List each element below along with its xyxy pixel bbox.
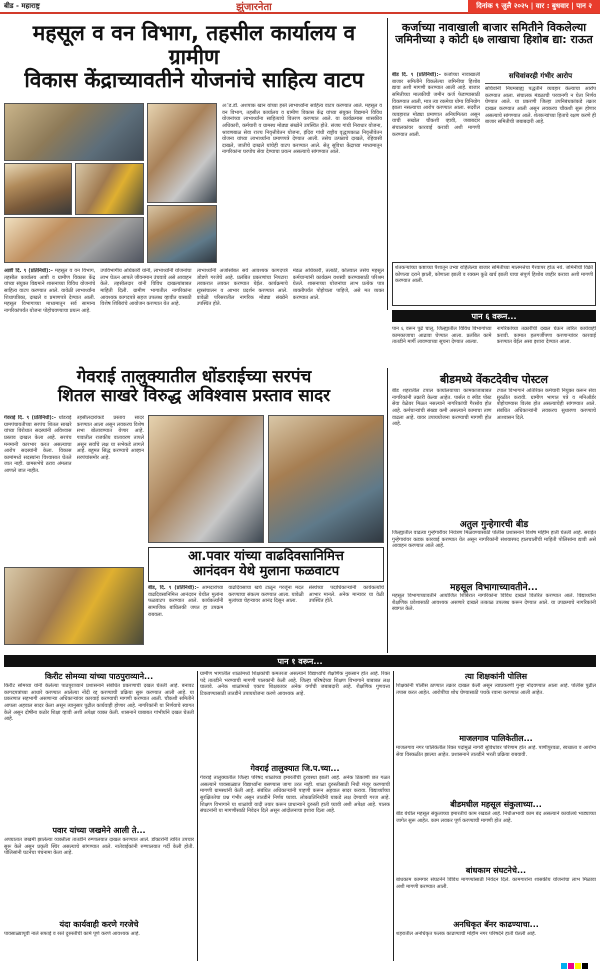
story5-headline-line2: आनंदवन येथे मुलाना फळवाटप: [192, 563, 340, 579]
story6-headline: अतुल गुन्हेगारची बीड: [459, 520, 529, 530]
story5-headline: [148, 547, 384, 582]
story2-headline: कर्जाच्या नावाखाली बाजार समितीने विकलेल्या जमिनीच्या ३ कोटी ६७ लाखाचा हिशोब द्या: राऊत: [395, 21, 593, 47]
story1-photo-4: [4, 217, 144, 263]
cmyk-marks: [560, 962, 588, 970]
story5-col-2: वाढदिवसाचा खर्च टाळून गरजूंना मदत करण्याचा संकल्प करण्यात आला. यावेळी मुलांच्या चेहऱ्यावर आनंद दिसून आला.: [228, 585, 304, 605]
bottom-col-1c: पावसाळ्यापूर्वी नाले सफाई व रस्ते दुरुस्तीची कामे पूर्ण करणे आवश्यक आहे.: [4, 931, 141, 937]
story1-photo-5: [147, 103, 217, 203]
story1-headline: [4, 22, 384, 93]
story2-box-text: शेतकऱ्यांच्या कष्टाच्या पैशातून उभ्या राहिलेल्या बाजार समितीच्या मालमत्तेचा गैरवापर होऊ नये. जमिनीची विक्री कोणत्या दराने झाली, कोणाला झाली व रक्कम कुठे खर्च झाली याचा संपूर्ण हिशोब जाहीर करावा अशी मागणी करण्यात आली.: [395, 265, 593, 285]
story1-dateline: आष्टी दि. ९ (प्रतिनिधी):–: [4, 268, 53, 274]
story4-body: [4, 415, 144, 565]
jump1-col-2: नागरिकांच्या तक्रारींची दखल घेऊन त्वरित कार्यवाही करावी. कामात हलगर्जीपणा करणाऱ्यांवर कारवाई करण्यात येईल असा इशारा देण्यात आला.: [496, 326, 596, 346]
jump2-band: पान १ वरून...: [4, 655, 596, 667]
jump1-col-1: पान ६ वरून पुढे चालू. जिल्ह्यातील विविध विभागांच्या कामकाजाचा आढावा घेण्यात आला. प्रलंबित कामे तातडीने मार्गी लावण्याच्या सूचना देण्यात आल्या.: [392, 326, 492, 346]
cyan-swatch: [561, 963, 567, 969]
bottom-col-3d: बांधकाम कामगार संघटनेने विविध मागण्यांसाठी निवेदन दिले. कामगारांना शासकीय योजनांचा लाभ मिळावा अशी मागणी करण्यात आली.: [396, 877, 596, 890]
story1-body: [4, 268, 384, 363]
bottom-h1: किरीट सोमय्या यांच्या पाठपुराव्याने...: [44, 672, 154, 681]
mid-divider: [387, 368, 388, 653]
magenta-swatch: [568, 963, 574, 969]
story3-col-1: बीड शहरातील टपाल कार्यालयाच्या कामकाजाबाबत नागरिकांनी तक्रारी केल्या आहेत. पार्सल व स्पीड पोस्ट सेवा वेळेवर मिळत नसल्याने नागरिकांची गैरसोय होत आहे. कर्मचाऱ्यांची संख्या कमी असल्याने कामाचा ताण वाढला आहे. यावर उपाययोजना करण्याची मागणी होत आहे.: [392, 388, 492, 428]
bottom-divider-2: [393, 671, 394, 961]
bottom-col-1b: अपघातात जखमी झालेल्या व्यक्तीला तातडीने रुग्णालयात दाखल करण्यात आले. डॉक्टरांनी त्वरित उपचार सुरू केले असून प्रकृती स्थिर असल्याचे सांगण्यात आले. नातेवाईकांनी रुग्णालयात गर्दी केली होती. पोलिसांनी घटनेचा पंचनामा केला आहे.: [4, 837, 194, 857]
bottom-col-2b: गेवराई तालुक्यातील जिल्हा परिषद शाळांच्या इमारतींची दुरवस्था झाली आहे. अनेक ठिकाणी छत गळत असल्याने पावसाळ्यात विद्यार्थ्यांना बसण्यास जागा उरत नाही. शाळा दुरुस्तीसाठी निधी मंजूर करण्याची मागणी ग्रामस्थांनी केली आहे. संबंधित अधिकाऱ्यांनी पाहणी करून अहवाल सादर करावा. विद्यार्थ्यांच्या सुरक्षिततेचा प्रश्न गंभीर असून तातडीने निर्णय घ्यावा. लोकप्रतिनिधींनी याकडे लक्ष देण्याची गरज आहे. शिक्षण विभागाने या शाळांची यादी तयार करून प्राधान्याने दुरुस्ती हाती घ्यावी अशी अपेक्षा आहे. पालक संघटनांनी या मागणीसाठी निवेदन दिले असून आंदोलनाचा इशारा दिला आहे.: [200, 775, 390, 815]
story5-dateline: बीड, दि. ९ (प्रतिनिधी):–: [148, 585, 199, 591]
bottom-h2: पवार यांच्या जखमेने आली ते...: [52, 826, 146, 835]
bottom-h7: बांधकाम संघटनेचे...: [465, 866, 527, 875]
story2-box: [392, 262, 596, 306]
story3-headline: बीडमध्ये वेंकटदेवीच पोस्टल: [439, 373, 549, 386]
story1-col-2: उपविभागीय अधिकारी यांनी, लाभार्थ्यांनी योजनांचा लाभ घेऊन आपले जीवनमान उंचवावे असे आवाहन केले. तहसीलदार यांनी विविध दाखल्यांबाबत माहिती दिली. ग्रामीण भागातील नागरिकांना आवश्यक कागदपत्रे सहज उपलब्ध व्हावीत यासाठी विशेष शिबिरांचे आयोजन करण्यात येत आहे.: [100, 268, 192, 308]
story2-body: [392, 72, 596, 262]
bottom-col-2: ग्रामीण भागातील शाळांमध्ये शिक्षकांची कमतरता असल्याने विद्यार्थ्यांचे शैक्षणिक नुकसान होत आहे. रिक्त पदे तातडीने भरण्याची मागणी पालकांनी केली आहे. जिल्हा परिषदेच्या शिक्षण विभागाने याबाबत लक्ष घालावे. अनेक शाळांमध्ये एकाच शिक्षकावर अनेक वर्गांची जबाबदारी आहे. शैक्षणिक गुणवत्ता टिकवण्यासाठी तातडीने उपाययोजना करणे आवश्यक आहे.: [200, 671, 390, 697]
story1-headline-line2: विकास केंद्राच्यावतीने योजनांचे साहित्य वाटप: [24, 68, 364, 93]
story1-intro-text: अॅड.डॉ. अशपाक खान यांच्या हस्ते लाभार्थ्यांना साहित्य वाटप करण्यात आले. महसूल व वन विभाग, तहसील कार्यालय व ग्रामीण विकास केंद्र यांच्या संयुक्त विद्यमाने विविध योजनांच्या लाभार्थ्यांना साहित्याचे वितरण करण्यात आले. या कार्यक्रमास शासकीय अधिकारी, कर्मचारी व ग्रामस्थ मोठ्या संख्येने उपस्थित होते. संजय गांधी निराधार योजना, श्रावणबाळ सेवा राज्य निवृत्तीवेतन योजना, इंदिरा गांधी राष्ट्रीय वृद्धापकाळ निवृत्तीवेतन योजना यांच्या लाभार्थ्यांना प्रमाणपत्रे देण्यात आली. तसेच उत्पन्नाचे दाखले, रहिवासी दाखले, जातीचे दाखले यांचेही वाटप करण्यात आले. सेतू सुविधा केंद्राच्या माध्यमातून नागरिकांना घरपोच सेवा देण्याचा प्रयत्न असल्याचे सांगण्यात आले.: [222, 103, 382, 156]
jump1-band: पान ६ वरून...: [392, 310, 596, 322]
story4-photo-1: [148, 415, 264, 543]
bottom-col-3c: बीड येथील महसूल संकुलाच्या इमारतीचे काम रखडले आहे. निधीअभावी काम बंद असल्याने कार्यालये भाड्याच्या जागेत सुरू आहेत. काम लवकर पूर्ण करण्याची मागणी होत आहे.: [396, 811, 596, 824]
jump1-body: [392, 326, 596, 371]
story5-body: [148, 585, 384, 651]
story5-col-1: बीड, दि. ९ (प्रतिनिधी):– आमदारांच्या वाढदिवसानिमित्त आनंदवन येथील मुलांना फळवाटप करण्यात आले. कार्यकर्त्यांनी सामाजिक बांधिलकी जपत हा उपक्रम राबवला.: [148, 585, 224, 618]
col-divider: [387, 18, 388, 310]
story4-col-2: तहसीलदारांकडे प्रस्ताव सादर करण्यात आला असून लवकरच विशेष सभा बोलावण्यात येणार आहे. गावातील राजकीय वातावरण तापले असून सर्वांचे लक्ष या सभेकडे लागले आहे. बहुमत सिद्ध करण्याचे आव्हान सरपंचांसमोर आहे.: [76, 415, 144, 461]
story2-col-1: बीड दि. ९ (प्रतिनिधी):– कर्जाच्या नावाखाली बाजार समितीने विकलेल्या जमिनीचा हिशोब द्यावा अशी मागणी करण्यात आली आहे. बाजार समितीच्या मालकीची जमीन कर्ज फेडण्यासाठी विकण्यात आली, मात्र त्या रकमेचा योग्य विनियोग झाला नसल्याचा आरोप करण्यात आला. सदरील व्यवहारात मोठ्या प्रमाणात अनियमितता असून याची सखोल चौकशी व्हावी, जबाबदार संचालकांवर कारवाई करावी अशी मागणी करण्यात आली.: [392, 72, 480, 138]
date-badge: दिनांक ९ जुलै २०२५ | वार : बुधवार | पान २: [468, 0, 600, 13]
story5-col-3: संस्थेच्या पदाधिकाऱ्यांनी कार्यकर्त्यांचे आभार मानले. अनेक मान्यवर या वेळी उपस्थित होते.: [308, 585, 384, 605]
story4-col-1: गेवराई दि. ९ (प्रतिनिधी):– धोंडराई ग्रामपंचायतीच्या सरपंच शितल साखरे यांच्या विरोधात सदस्यांनी अविश्वास प्रस्ताव दाखल केला आहे. सरपंच मनमानी कारभार करत असल्याचा आरोप सदस्यांनी केला. विकास कामांमध्ये सदस्यांना विश्वासात घेतले जात नाही. ग्रामसभेचे ठराव अंमलात आणले जात नाहीत.: [4, 415, 72, 475]
bottom-divider-1: [197, 671, 198, 961]
story4-photo-2: [268, 415, 384, 543]
story6-body: जिल्ह्यातील वाढत्या गुन्हेगारीवर नियंत्रण मिळवण्यासाठी पोलीस प्रशासनाने विशेष मोहीम हाती घेतली आहे. सराईत गुन्हेगारांवर कडक कारवाई करण्यात येत असून नागरिकांनी संशयास्पद हालचालींची माहिती पोलिसांना द्यावी असे आवाहन करण्यात आले आहे.: [392, 530, 596, 550]
bottom-h5: माजलगाव पालिकेतील...: [459, 734, 533, 743]
story2-subhead: सचिवांवरही गंभीर आरोप: [485, 72, 596, 84]
story2-col-2: सचिवांनी नियमबाह्य पद्धतीने व्यवहार केल्याचा आरोप करण्यात आला. संचालक मंडळाची परवानगी न घेता निर्णय घेण्यात आले. या प्रकरणी जिल्हा उपनिबंधकांकडे तक्रार दाखल करण्यात आली असून लवकरच चौकशी सुरू होणार असल्याचे सांगण्यात आले. शेतकऱ्यांच्या हिताचे रक्षण करणे ही बाजार समितीची जबाबदारी आहे.: [485, 86, 596, 126]
story2-dateline: बीड दि. ९ (प्रतिनिधी):–: [392, 72, 441, 78]
bottom-col-3b: माजलगाव नगर पालिकेतील रिक्त पदांमुळे नागरी सुविधांवर परिणाम होत आहे. पाणीपुरवठा, स्वच्छता व आरोग्य सेवा विस्कळीत झाल्या आहेत. प्रशासनाने तातडीने भरती प्रक्रिया राबवावी.: [396, 745, 596, 758]
story3-body: [392, 388, 596, 513]
edition-label: बीड - महाराष्ट्र: [4, 1, 40, 10]
story1-photo-6: [147, 205, 217, 263]
bottom-h8: अनधिकृत बॅनर काढण्याचा...: [453, 920, 539, 929]
story1-col-3: लाभार्थ्यांनी अर्जासोबत सर्व आवश्यक कागदपत्रे जोडणे गरजेचे आहे. प्रलंबित प्रकरणांचा निपटारा लवकरात लवकर करण्यात येईल. कार्यक्रमाचे सूत्रसंचालन व आभार प्रदर्शन करण्यात आले. यावेळी परिसरातील नागरिक मोठ्या संख्येने उपस्थित होते.: [196, 268, 288, 308]
story4-dateline: गेवराई दि. ९ (प्रतिनिधी):–: [4, 415, 57, 421]
story1-col-4: मंडळ अधिकारी, तलाठी, कोतवाल तसेच महसूल कर्मचाऱ्यांनी कार्यक्रम यशस्वी करण्यासाठी परिश्रम घेतले. शासनाच्या योजनांचा लाभ प्रत्येक पात्र व्यक्तीपर्यंत पोहोचला पाहिजे, असे मत व्यक्त करण्यात आले.: [292, 268, 384, 301]
paper-logo: झुंजारनेता: [236, 2, 272, 13]
story4-headline: [4, 368, 384, 406]
black-swatch: [582, 963, 588, 969]
story4-headline-line2: शितल साखरे विरुद्ध अविश्वास प्रस्ताव सादर: [57, 386, 331, 407]
bottom-col-3e: शहरातील अनधिकृत फलक काढण्याची मोहीम नगर परिषदेने हाती घेतली आहे.: [396, 931, 537, 937]
story1-photo-1: [4, 103, 144, 161]
story3-col-2: टपाल विभागाने अतिरिक्त कर्मचारी नियुक्त करून सेवा सुरळीत करावी. ग्रामीण भागात पत्रे व मनिऑर्डर पोहोचण्यास विलंब होत असल्याचेही सांगण्यात आले. संबंधित अधिकाऱ्यांनी लवकरच सुधारणा करण्याचे आश्वासन दिले.: [496, 388, 596, 421]
story5-photo: [4, 567, 144, 645]
story1-photo-2: [4, 163, 72, 215]
story1-col-1: आष्टी दि. ९ (प्रतिनिधी):– महसूल व वन विभाग, तहसील कार्यालय आष्टी व ग्रामीण विकास केंद्र यांच्या संयुक्त विद्यमाने शासनाच्या विविध योजनांचे साहित्य वाटप करण्यात आले. यावेळी लाभार्थ्यांना शिधापत्रिका, दाखले व प्रमाणपत्रे देण्यात आली. महसूल विभागाच्या माध्यमातून सर्व सामान्य नागरिकांपर्यंत योजना पोहोचवण्याचा प्रयत्न आहे.: [4, 268, 96, 314]
story1-photo-3: [75, 163, 144, 215]
masthead: [0, 0, 600, 14]
story7-body: महसूल विभागाच्यावतीने आयोजित शिबिरात नागरिकांना विविध दाखले वितरित करण्यात आले. विद्यार्थ्यांना शैक्षणिक प्रवेशासाठी आवश्यक असणारे दाखले तत्काळ उपलब्ध करून देण्यात आले. या उपक्रमाचे नागरिकांनी स्वागत केले.: [392, 593, 596, 613]
bottom-col-1: किरीट सोमय्या यांनी केलेल्या पाठपुराव्याने प्रशासनाने संबंधित प्रकरणाची दखल घेतली आहे. बनावट कागदपत्रांच्या आधारे करण्यात आलेल्या नोंदी रद्द करण्याची प्रक्रिया सुरू करण्यात आली आहे. या प्रकरणात सहभागी असणाऱ्या अधिकाऱ्यांवर कारवाई करण्याची मागणी करण्यात आली. चौकशी समितीने आपला अहवाल सादर केला असून त्यानुसार पुढील कार्यवाही होणार आहे. नागरिकांनी या निर्णयाचे स्वागत केले असून दोषींना कठोर शिक्षा व्हावी अशी अपेक्षा व्यक्त केली. शासनाने याबाबत गांभीर्याने दखल घेतली आहे.: [4, 683, 194, 723]
story5-headline-line1: आ.पवार यांच्या वाढदिवसानिमित्त: [188, 549, 344, 564]
bottom-h9: यंदा कार्यवाही करणे गरजेचे: [59, 920, 139, 929]
bottom-h6: बीडमधील महसूल संकुलाच्या...: [450, 800, 542, 809]
bottom-h3: गेवराई तालुक्यात जि.प.च्या...: [250, 764, 340, 773]
yellow-swatch: [575, 963, 581, 969]
story7-headline: महसूल विभागाच्यावतीने...: [450, 583, 538, 593]
bottom-col-3: शिक्षकांनी पोलीस ठाण्यात तक्रार दाखल केली असून त्याप्रकरणी गुन्हा नोंदवण्यात आला आहे. पोलीस पुढील तपास करत आहेत. आरोपींचा शोध घेण्यासाठी पथके रवाना करण्यात आली आहेत.: [396, 683, 596, 696]
story1-headline-line1: महसूल व वन विभाग, तहसील कार्यालय व ग्रामीण: [32, 21, 356, 69]
bottom-h4: त्या शिक्षकांनी पोलिस: [464, 672, 528, 681]
story4-headline-line1: गेवराई तालुक्यातील धोंडराईच्या सरपंच: [76, 367, 312, 387]
